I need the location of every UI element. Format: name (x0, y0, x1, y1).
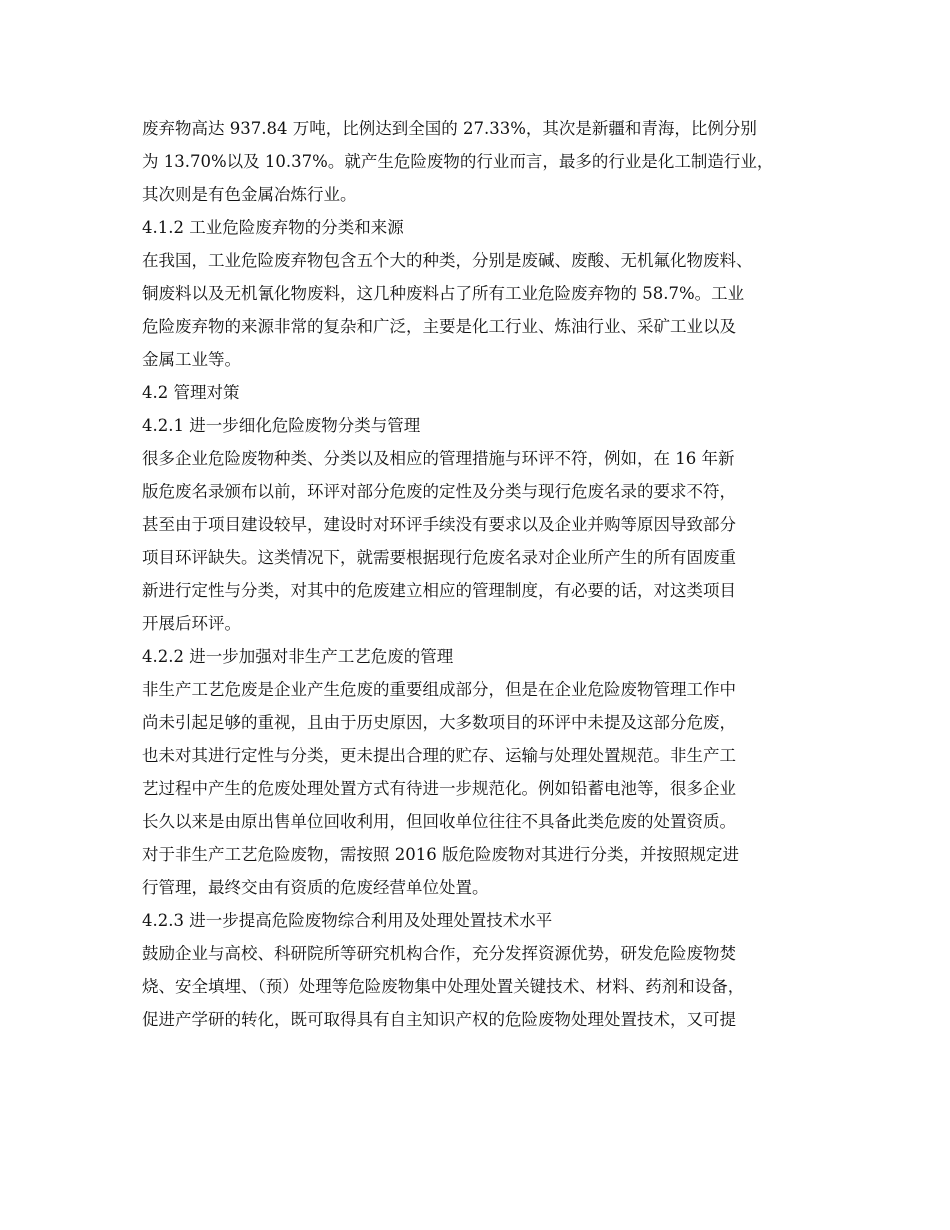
paragraph-line: 非生产工艺危废是企业产生危废的重要组成部分，但是在企业危险废物管理工作中 (142, 680, 736, 699)
paragraph-line: 尚未引起足够的重视，且由于历史原因，大多数项目的环评中未提及这部分危废， (142, 713, 736, 732)
document-body (142, 112, 814, 1036)
paragraph-line: 鼓励企业与高校、科研院所等研究机构合作，充分发挥资源优势，研发危险废物焚 (142, 944, 736, 963)
section-heading: 4.2.1 进一步细化危险废物分类与管理 (142, 416, 421, 435)
section-heading: 4.2.3 进一步提高危险废物综合利用及处理处置技术水平 (142, 911, 553, 930)
paragraph-line: 对于非生产工艺危险废物，需按照 2016 版危险废物对其进行分类，并按照规定进 (142, 845, 739, 864)
paragraph-line: 行管理，最终交由有资质的危废经营单位处置。 (142, 878, 489, 897)
paragraph-line: 其次则是有色金属冶炼行业。 (142, 185, 357, 204)
section-heading: 4.2.2 进一步加强对非生产工艺危废的管理 (142, 647, 454, 666)
paragraph-line: 开展后环评。 (142, 614, 241, 633)
paragraph-line: 长久以来是由原出售单位回收利用，但回收单位往往不具备此类危废的处置资质。 (142, 812, 736, 831)
paragraph-line: 促进产学研的转化，既可取得具有自主知识产权的危险废物处理处置技术，又可提 (142, 1010, 736, 1029)
paragraph-line: 在我国，工业危险废弃物包含五个大的种类，分别是废碱、废酸、无机氟化物废料、 (142, 251, 753, 270)
paragraph-line: 也未对其进行定性与分类，更未提出合理的贮存、运输与处理处置规范。非生产工 (142, 746, 736, 765)
paragraph-line: 为 13.70%以及 10.37%。就产生危险废物的行业而言，最多的行业是化工制造行业， (142, 152, 774, 171)
paragraph-line: 铜废料以及无机氰化物废料，这几种废料占了所有工业危险废弃物的 58.7%。工业 (142, 284, 745, 303)
section-heading: 4.2 管理对策 (142, 383, 240, 402)
paragraph-line: 新进行定性与分类，对其中的危废建立相应的管理制度，有必要的话，对这类项目 (142, 581, 736, 600)
paragraph-line: 艺过程中产生的危废处理处置方式有待进一步规范化。例如铅蓄电池等，很多企业 (142, 779, 736, 798)
paragraph-line: 废弃物高达 937.84 万吨，比例达到全国的 27.33%，其次是新疆和青海，比例分别 (142, 119, 757, 138)
paragraph-line: 烧、安全填埋、（预）处理等危险废物集中处理处置关键技术、材料、药剂和设备， (142, 977, 745, 996)
paragraph-line: 危险废弃物的来源非常的复杂和广泛，主要是化工行业、炼油行业、采矿工业以及 (142, 317, 736, 336)
paragraph-line: 项目环评缺失。这类情况下，就需要根据现行危废名录对企业所产生的所有固废重 (142, 548, 736, 567)
section-heading: 4.1.2 工业危险废弃物的分类和来源 (142, 218, 404, 237)
paragraph-line: 金属工业等。 (142, 350, 241, 369)
paragraph-line: 很多企业危险废物种类、分类以及相应的管理措施与环评不符，例如，在 16 年新 (142, 449, 735, 468)
paragraph-line: 甚至由于项目建设较早，建设时对环评手续没有要求以及企业并购等原因导致部分 (142, 515, 736, 534)
paragraph-line: 版危废名录颁布以前，环评对部分危废的定性及分类与现行危废名录的要求不符， (142, 482, 736, 501)
